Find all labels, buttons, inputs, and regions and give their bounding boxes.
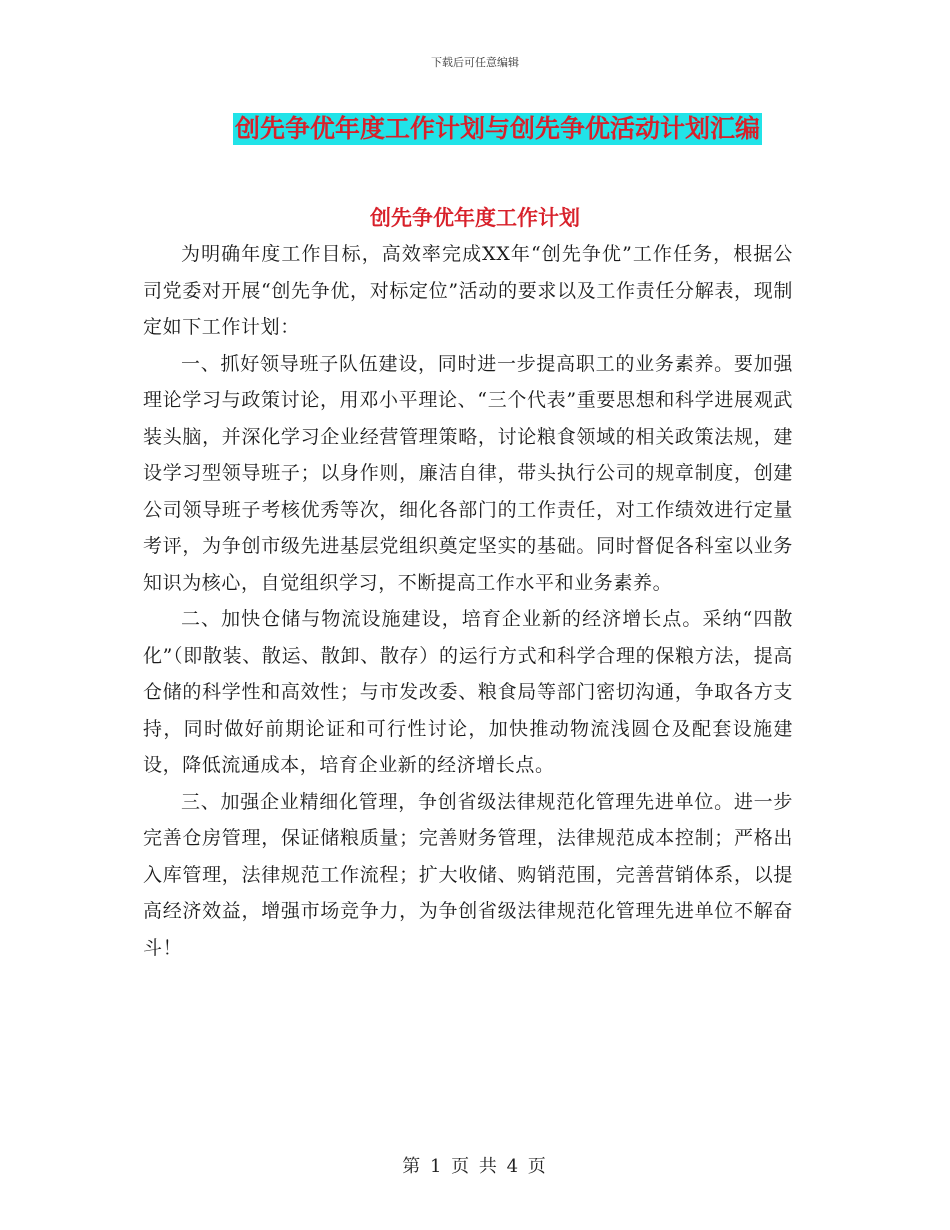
document-body — [143, 218, 793, 966]
page-number-footer: 第 1 页 共 4 页 — [402, 1156, 548, 1177]
paragraph-item-3: 三、加强企业精细化管理，争创省级法律规范化管理先进单位。进一步完善仓房管理，保证储粮质量；完善财务管理，法律规范成本控制；严格出入库管理，法律规范工作流程；扩大收储、购销范围，完善营销体系，以提高经济效益，增强市场竞争力，为争创省级法律规范化管理先进单位不解奋斗！ — [143, 790, 793, 959]
paragraph-item-1: 一、抓好领导班子队伍建设，同时进一步提高职工的业务素养。要加强理论学习与政策讨论，用邓小平理论、“三个代表”重要思想和科学进展观武装头脑，并深化学习企业经营管理策略，讨论粮食领域的相关政策法规，建设学习型领导班子；以身作则，廉洁自律，带头执行公司的规章制度，创建公司领导班子考核优秀等次，细化各部门的工作责任，对工作绩效进行定量考评，为争创市级先进基层党组织奠定坚实的基础。同时督促各科室以业务知识为核心，自觉组织学习，不断提高工作水平和业务素养。 — [143, 352, 793, 594]
header-note: 下载后可任意编辑 — [431, 56, 519, 69]
document-title: 创先争优年度工作计划与创先争优活动计划汇编 — [234, 114, 760, 143]
paragraph-item-2: 二、加快仓储与物流设施建设，培育企业新的经济增长点。采纳“四散化”（即散装、散运、散卸、散存）的运行方式和科学合理的保粮方法，提高仓储的科学性和高效性；与市发改委、粮食局等部门密切沟通，争取各方支持，同时做好前期论证和可行性讨论，加快推动物流浅圆仓及配套设施建设，降低流通成本，培育企业新的经济增长点。 — [143, 608, 793, 776]
document-title-container — [0, 113, 950, 145]
section-title: 创先争优年度工作计划 — [370, 206, 580, 230]
paragraph-intro: 为明确年度工作目标，高效率完成XX年“创先争优”工作任务，根据公司党委对开展“创先争优，对标定位”活动的要求以及工作责任分解表，现制定如下工作计划： — [143, 243, 793, 338]
